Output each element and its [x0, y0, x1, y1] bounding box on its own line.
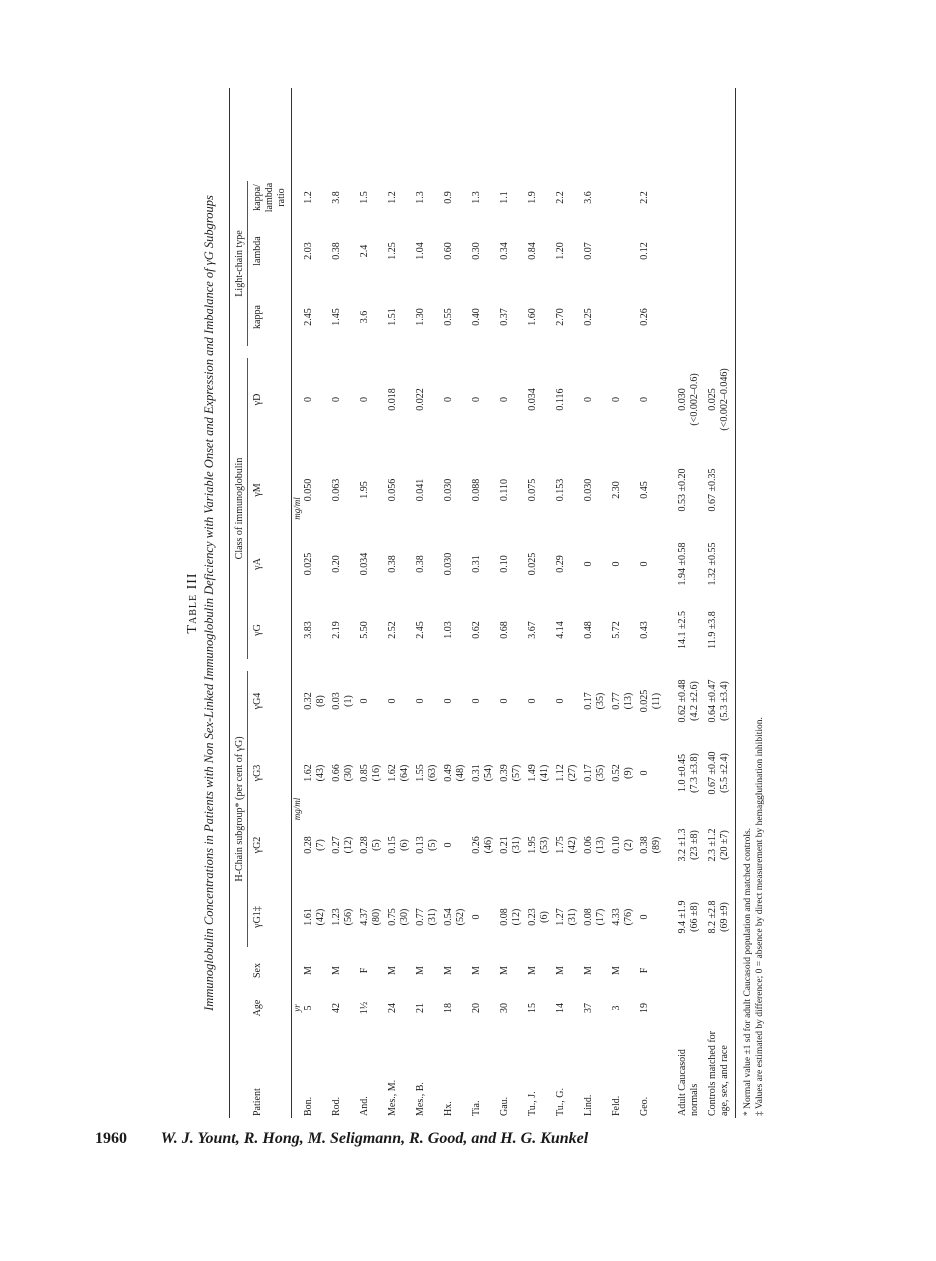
- cell-lambda: [611, 220, 635, 282]
- cell-lambda: 0.34: [499, 242, 510, 260]
- cell-ratio: 2.2: [555, 191, 566, 204]
- cell-g1: 1.27 (31): [555, 908, 578, 926]
- cell-g2: 0.28 (7): [303, 836, 326, 854]
- cell-d: 0: [499, 397, 510, 402]
- cell-age: 5: [303, 1005, 314, 1011]
- cell-m: 0.45: [639, 481, 650, 499]
- cell-g1: 0.23 (6): [527, 908, 550, 926]
- cell-d: 0: [303, 397, 314, 402]
- table-caption: [185, 88, 217, 1118]
- cell-g2: 0.21 (31): [499, 836, 522, 854]
- cell-sex: M: [555, 966, 566, 975]
- cell-age: 24: [387, 1003, 398, 1013]
- cell-kappa: [707, 282, 731, 352]
- cell-g: 3.67: [527, 621, 538, 639]
- cell-g: 14.1 ±2.5: [677, 611, 688, 649]
- cell-g2: 0.38 (89): [639, 836, 662, 854]
- cell-g1: 0.08 (17): [583, 908, 606, 926]
- cell-g1: 0.54 (52): [443, 908, 466, 926]
- rotated-table-page: [185, 88, 765, 1118]
- cell-ratio: 1.9: [527, 191, 538, 204]
- col-kappa: kappa: [252, 305, 263, 329]
- cell-age: 3: [611, 1005, 622, 1011]
- cell-lambda: [677, 220, 701, 282]
- cell-g4: 0.025 (11): [639, 689, 662, 713]
- cell-lambda: 1.20: [555, 242, 566, 260]
- cell-m: 0.153: [555, 478, 566, 502]
- cell-a: 0.034: [359, 552, 370, 576]
- cell-patient: Gau.: [499, 1096, 510, 1116]
- cell-kappa: [677, 282, 701, 352]
- cell-kappa: 0.40: [471, 308, 482, 326]
- cell-g: 2.52: [387, 621, 398, 639]
- unit-h-chain: mg/ml: [292, 797, 302, 821]
- table-row: [527, 88, 551, 1118]
- cell-patient: Tu., G.: [555, 1088, 566, 1116]
- col-g1: γG1‡: [252, 906, 263, 928]
- cell-g3: 0.31 (54): [471, 764, 494, 782]
- cell-g: 5.50: [359, 621, 370, 639]
- cell-g4: 0: [359, 698, 370, 704]
- cell-kappa: [611, 282, 635, 352]
- cell-g4: 0: [415, 698, 426, 704]
- cell-g: 11.9 ±3.8: [707, 611, 718, 649]
- cell-age: 21: [415, 1003, 426, 1013]
- cell-d: 0: [583, 397, 594, 402]
- cell-a: 0: [639, 561, 650, 567]
- class-group-header: Class of immunoglobulin: [232, 358, 248, 659]
- cell-g2: 0.26 (46): [471, 836, 494, 854]
- cell-g1: 1.61 (42): [303, 908, 326, 926]
- cell-ratio: [611, 175, 635, 220]
- cell-sex: M: [527, 966, 538, 975]
- cell-m: 0.041: [415, 478, 426, 502]
- cell-g1: 9.4 ±1.9 (66 ±8): [677, 900, 700, 934]
- table-row: [499, 88, 523, 1118]
- cell-sex: M: [443, 966, 454, 975]
- cell-m: 0.67 ±0.35: [707, 468, 718, 512]
- cell-sex: M: [583, 966, 594, 975]
- cell-kappa: 1.45: [331, 308, 342, 326]
- cell-age: 30: [499, 1003, 510, 1013]
- col-age: Age: [252, 999, 263, 1017]
- cell-m: 0.075: [527, 478, 538, 502]
- cell-g2: 0.13 (5): [415, 836, 438, 854]
- cell-g3: 1.0 ±0.45 (7.3 ±3.8): [677, 753, 700, 793]
- cell-d: 0.034: [527, 388, 538, 411]
- cell-m: 0.53 ±0.20: [677, 468, 688, 512]
- cell-g1: 0: [471, 914, 482, 920]
- cell-d: 0: [443, 397, 454, 402]
- cell-g4: 0.64 ±0.47 (5.3 ±3.4): [707, 679, 730, 723]
- cell-a: 0.38: [415, 555, 426, 573]
- page-number: 1960: [95, 1130, 127, 1147]
- cell-g4: 0.62 ±0.48 (4.2 ±2.6): [677, 679, 700, 723]
- cell-ratio: 1.1: [499, 191, 510, 204]
- cell-ratio: 1.3: [471, 191, 482, 204]
- cell-g3: 0: [639, 770, 650, 776]
- col-ratio: kappa/ lambda ratio: [252, 182, 287, 213]
- cell-sex: M: [471, 966, 482, 975]
- cell-kappa: 2.45: [303, 308, 314, 326]
- cell-sex: M: [303, 966, 314, 975]
- cell-g: 2.19: [331, 621, 342, 639]
- cell-a: 1.32 ±0.55: [707, 542, 718, 586]
- cell-kappa: 0.25: [583, 308, 594, 326]
- cell-lambda: 0.07: [583, 242, 594, 260]
- cell-lambda: 0.84: [527, 242, 538, 260]
- cell-ratio: 0.9: [443, 191, 454, 204]
- cell-g1: 0.75 (30): [387, 908, 410, 926]
- cell-a: 0.025: [303, 552, 314, 576]
- cell-age: 15: [527, 1003, 538, 1013]
- cell-lambda: [707, 220, 731, 282]
- cell-patient: Hx.: [443, 1101, 454, 1116]
- cell-a: 0: [611, 561, 622, 567]
- col-m: γM: [252, 483, 263, 497]
- table-row: [415, 88, 439, 1118]
- cell-d: 0: [611, 397, 622, 402]
- cell-kappa: 2.70: [555, 308, 566, 326]
- cell-g: 0.43: [639, 621, 650, 639]
- cell-g1: 0.08 (12): [499, 908, 522, 926]
- cell-patient: Geo.: [639, 1096, 650, 1116]
- cell-a: 0.20: [331, 555, 342, 573]
- cell-age: 42: [331, 1003, 342, 1013]
- cell-g: 4.14: [555, 621, 566, 639]
- cell-g3: 0.39 (57): [499, 764, 522, 782]
- cell-g3: 0.17 (35): [583, 764, 606, 782]
- cell-d: 0.022: [415, 388, 426, 411]
- table-row: [639, 88, 663, 1118]
- cell-g: 5.72: [611, 621, 622, 639]
- cell-g2: 0.06 (13): [583, 836, 606, 854]
- cell-a: 0.31: [471, 555, 482, 573]
- col-g: γG: [252, 624, 263, 636]
- cell-m: 1.95: [359, 481, 370, 499]
- cell-g3: 1.62 (64): [387, 764, 410, 782]
- cell-g2: 3.2 ±1.3 (23 ±8): [677, 828, 700, 862]
- footnotes: [742, 88, 766, 1118]
- cell-d: 0.025 (<0.002–0.046): [707, 368, 730, 431]
- cell-age: [707, 988, 731, 1028]
- cell-m: 0.050: [303, 478, 314, 502]
- cell-g: 0.62: [471, 621, 482, 639]
- cell-d: 0.116: [555, 388, 566, 411]
- cell-a: 1.94 ±0.58: [677, 542, 688, 586]
- column-header-row: [252, 88, 288, 1118]
- cell-g4: 0: [527, 698, 538, 704]
- cell-g1: 0: [639, 914, 650, 920]
- table-row: [611, 88, 635, 1118]
- table-row: [303, 88, 327, 1118]
- cell-ratio: 1.2: [387, 191, 398, 204]
- cell-sex: [677, 953, 701, 988]
- table-label: Table III: [185, 572, 200, 634]
- cell-ratio: [707, 175, 731, 220]
- cell-g4: 0.77 (13): [611, 692, 634, 710]
- cell-m: 2.30: [611, 481, 622, 499]
- cell-g3: 0.52 (9): [611, 764, 634, 782]
- cell-lambda: 1.25: [387, 242, 398, 260]
- cell-age: 19: [639, 1003, 650, 1013]
- cell-age: 14: [555, 1003, 566, 1013]
- cell-ratio: 3.6: [583, 191, 594, 204]
- cell-lambda: 2.03: [303, 242, 314, 260]
- cell-age: [677, 988, 701, 1028]
- col-d: γD: [252, 393, 263, 406]
- cell-d: 0: [359, 397, 370, 402]
- running-head: [95, 1130, 655, 1156]
- cell-g2: 0: [443, 842, 454, 848]
- author-line: W. J. Yount, R. Hong, M. Seligmann, R. Good, and H. G. Kunkel: [160, 1130, 589, 1147]
- cell-g1: 8.2 ±2.8 (69 ±9): [707, 900, 730, 934]
- table-row: [387, 88, 411, 1118]
- cell-lambda: 2.4: [359, 244, 370, 258]
- cell-g3: 1.12 (27): [555, 764, 578, 782]
- footnote-1: * Normal value ±1 sd for adult Caucasoid population and matched controls.: [743, 827, 753, 1116]
- cell-g2: 0.27 (12): [331, 836, 354, 854]
- cell-d: 0: [639, 397, 650, 402]
- cell-kappa: 3.6: [359, 310, 370, 324]
- cell-sex: M: [387, 966, 398, 975]
- cell-m: 0.056: [387, 478, 398, 502]
- cell-g3: 1.55 (63): [415, 764, 438, 782]
- cell-g2: 2.3 ±1.2 (20 ±7): [707, 828, 730, 862]
- cell-g3: 0.49 (48): [443, 764, 466, 782]
- cell-a: 0.38: [387, 555, 398, 573]
- cell-kappa: 1.51: [387, 308, 398, 326]
- cell-g: 2.45: [415, 621, 426, 639]
- unit-age: yr: [292, 1004, 302, 1012]
- cell-kappa: 1.60: [527, 308, 538, 326]
- cell-sex: M: [415, 966, 426, 975]
- cell-d: 0.030 (<0.002–0.6): [677, 373, 700, 426]
- cell-sex: [707, 953, 731, 988]
- cell-lambda: 1.04: [415, 242, 426, 260]
- cell-g3: 0.85 (16): [359, 764, 382, 782]
- col-sex: Sex: [252, 963, 263, 978]
- cell-age: 18: [443, 1003, 454, 1013]
- col-lambda: lambda: [252, 236, 263, 266]
- cell-patient: Controls matched for age, sex, and race: [707, 1031, 730, 1116]
- cell-m: 0.030: [583, 478, 594, 502]
- cell-patient: Mes., B.: [415, 1082, 426, 1116]
- cell-g3: 1.62 (43): [303, 764, 326, 782]
- unit-class: mg/ml: [292, 497, 302, 520]
- cell-g4: 0.03 (1): [331, 692, 354, 710]
- h-chain-group-header: H-Chain subgroup* (per cent of γG): [232, 671, 248, 947]
- cell-d: 0: [471, 397, 482, 402]
- cell-age: 20: [471, 1003, 482, 1013]
- cell-a: 0.030: [443, 552, 454, 576]
- cell-d: 0: [331, 397, 342, 402]
- col-a: γA: [252, 558, 263, 570]
- cell-patient: Tia.: [471, 1100, 482, 1116]
- cell-lambda: 0.60: [443, 242, 454, 260]
- cell-ratio: [677, 175, 701, 220]
- table-row: [331, 88, 355, 1118]
- cell-g2: 0.15 (6): [387, 836, 410, 854]
- cell-age: 37: [583, 1003, 594, 1013]
- cell-sex: M: [499, 966, 510, 975]
- table-row: [471, 88, 495, 1118]
- cell-g2: 0.28 (5): [359, 836, 382, 854]
- cell-patient: Rod.: [331, 1096, 342, 1116]
- cell-ratio: 3.8: [331, 191, 342, 204]
- cell-patient: Feld.: [611, 1095, 622, 1116]
- cell-sex: M: [331, 966, 342, 975]
- cell-a: 0.10: [499, 555, 510, 573]
- cell-g4: 0: [471, 698, 482, 704]
- col-patient: Patient: [252, 1088, 263, 1116]
- table-row: [583, 88, 607, 1118]
- summary-row: [707, 88, 731, 1118]
- cell-a: 0.025: [527, 552, 538, 576]
- cell-g4: 0: [443, 698, 454, 704]
- cell-patient: Lind.: [583, 1094, 594, 1116]
- cell-sex: M: [611, 966, 622, 975]
- top-rule: [229, 88, 230, 1118]
- cell-kappa: 0.55: [443, 308, 454, 326]
- cell-m: 0.110: [499, 478, 510, 502]
- cell-g3: 0.66 (30): [331, 764, 354, 782]
- cell-g: 0.48: [583, 621, 594, 639]
- footnote-2: ‡ Values are estimated by difference; 0 = absence by direct measurement by hemagglutination inhibition.: [755, 717, 765, 1116]
- table-row: [555, 88, 579, 1118]
- cell-g1: 4.33 (76): [611, 908, 634, 926]
- cell-g4: 0.32 (8): [303, 692, 326, 710]
- col-g2: γG2: [252, 836, 263, 854]
- cell-g4: 0.17 (35): [583, 692, 606, 710]
- col-g4: γG4: [252, 692, 263, 710]
- table-title: Immunoglobulin Concentrations in Patients with Non Sex-Linked Immunoglobulin Deficiency with Variable Onset and Expression and Imbalance of γG Subgroups: [202, 195, 216, 1011]
- cell-lambda: 0.38: [331, 242, 342, 260]
- group-header-row: [232, 88, 248, 1118]
- cell-g2: 0.10 (2): [611, 836, 634, 854]
- cell-m: 0.088: [471, 478, 482, 502]
- cell-kappa: 0.26: [639, 308, 650, 326]
- cell-g3: 0.67 ±0.40 (5.5 ±2.4): [707, 751, 730, 795]
- cell-g: 1.03: [443, 621, 454, 639]
- cell-ratio: 1.3: [415, 191, 426, 204]
- cell-kappa: 0.37: [499, 308, 510, 326]
- cell-patient: Tu., J.: [527, 1091, 538, 1116]
- cell-m: 0.063: [331, 478, 342, 502]
- cell-g2: 1.95 (53): [527, 836, 550, 854]
- summary-row: [677, 88, 701, 1118]
- cell-ratio: 2.2: [639, 191, 650, 204]
- cell-g4: 0: [387, 698, 398, 704]
- cell-kappa: 1.30: [415, 308, 426, 326]
- light-chain-group-header: Light-chain type: [232, 181, 248, 346]
- cell-a: 0.29: [555, 555, 566, 573]
- cell-patient: Bon.: [303, 1096, 314, 1116]
- cell-g: 0.68: [499, 621, 510, 639]
- cell-patient: And.: [359, 1096, 370, 1116]
- cell-g1: 0.77 (31): [415, 908, 438, 926]
- table-row: [443, 88, 467, 1118]
- cell-patient: Mes., M.: [387, 1079, 398, 1116]
- cell-lambda: 0.30: [471, 242, 482, 260]
- cell-g3: 1.49 (41): [527, 764, 550, 782]
- cell-g: 3.83: [303, 621, 314, 639]
- cell-m: 0.030: [443, 478, 454, 502]
- table-row: [359, 88, 383, 1118]
- cell-g2: 1.75 (42): [555, 836, 578, 854]
- cell-g1: 4.37 (80): [359, 908, 382, 926]
- cell-d: 0.018: [387, 388, 398, 411]
- cell-patient: Adult Caucasoid normals: [677, 1049, 700, 1116]
- cell-sex: F: [359, 967, 370, 974]
- cell-ratio: 1.5: [359, 191, 370, 204]
- bottom-rule: [735, 88, 736, 1118]
- cell-sex: F: [639, 967, 650, 974]
- cell-g4: 0: [499, 698, 510, 704]
- table-body: [303, 88, 731, 1118]
- cell-g1: 1.23 (56): [331, 908, 354, 926]
- cell-g4: 0: [555, 698, 566, 704]
- cell-ratio: 1.2: [303, 191, 314, 204]
- cell-a: 0: [583, 561, 594, 567]
- col-g3: γG3: [252, 764, 263, 782]
- cell-lambda: 0.12: [639, 242, 650, 260]
- units-row: [292, 88, 303, 1118]
- cell-age: 1½: [359, 1001, 370, 1015]
